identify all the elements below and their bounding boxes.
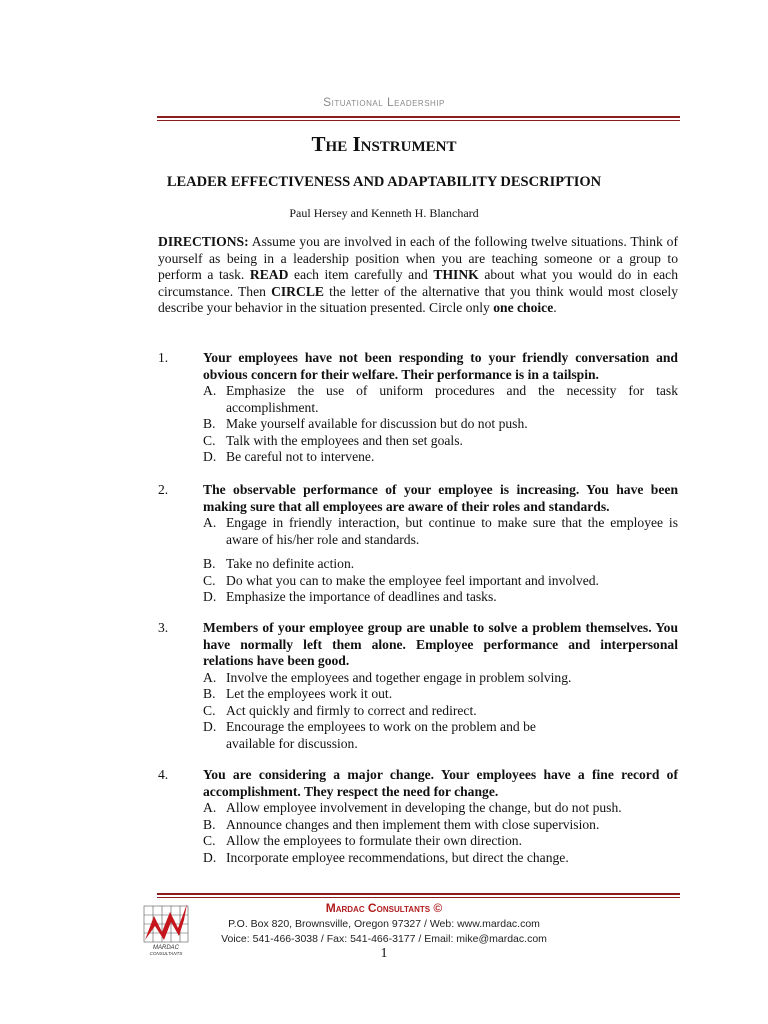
option-c[interactable]	[203, 433, 678, 450]
option-letter: B.	[203, 556, 216, 571]
option-a[interactable]	[203, 670, 678, 687]
directions-read: READ	[249, 267, 289, 282]
option-letter: D.	[203, 849, 217, 865]
question-number: 4.	[158, 767, 169, 782]
option-text: Allow employee involvement in developing the change, but do not push.	[226, 800, 622, 815]
directions-text-5: .	[553, 300, 557, 315]
option-text: Engage in friendly interaction, but continue to make sure that the employee is aware of his/her role and standards.	[226, 515, 678, 547]
option-d[interactable]	[203, 719, 678, 752]
question-3	[158, 620, 678, 752]
question-1	[158, 350, 678, 466]
question-4	[158, 767, 678, 866]
logo-wordmark-sub: CONSULTANTS	[149, 951, 183, 956]
option-text: Talk with the employees and then set goals.	[226, 432, 463, 448]
directions-text-4: the letter of the alternative that you think would most closely describe your behavior in the situation presented. Circle only	[158, 283, 678, 315]
option-text: Emphasize the importance of deadlines and tasks.	[226, 589, 497, 604]
option-letter: B.	[203, 816, 216, 832]
option-letter: A.	[203, 669, 217, 685]
option-d[interactable]	[203, 449, 678, 466]
option-a[interactable]	[203, 515, 678, 548]
option-text: Encourage the employees to work on the problem and be available for discussion.	[226, 719, 536, 751]
option-text: Be careful not to intervene.	[226, 449, 375, 464]
option-letter: C.	[203, 833, 216, 848]
logo-wordmark: MARDAC	[152, 945, 180, 951]
directions-paragraph	[158, 234, 678, 317]
header-rule	[157, 116, 680, 121]
option-d[interactable]	[203, 589, 678, 606]
directions-label: DIRECTIONS:	[158, 234, 249, 249]
option-b[interactable]	[203, 556, 678, 573]
footer-company: Mardac Consultants ©	[325, 901, 443, 915]
option-letter: A.	[203, 383, 217, 398]
option-text: Emphasize the use of uniform procedures and the necessity for task accomplishment.	[226, 383, 678, 415]
page-number: 1	[380, 946, 388, 961]
running-header: Situational Leadership	[323, 95, 445, 109]
directions-think: THINK	[433, 267, 479, 282]
authors: Paul Hersey and Kenneth H. Blanchard	[289, 206, 479, 220]
option-text: Involve the employees and together engage in problem solving.	[226, 669, 572, 685]
option-text: Make yourself available for discussion but do not push.	[226, 416, 528, 431]
page-subtitle: LEADER EFFECTIVENESS AND ADAPTABILITY DESCRIPTION	[166, 174, 602, 190]
question-stem: Members of your employee group are unable to solve a problem themselves. You have normally left them alone. Employee performance and interpersonal relations have been good.	[203, 620, 678, 668]
footer-rule	[157, 893, 680, 898]
question-stem: You are considering a major change. Your employees have a fine record of accomplishment. They respect the need for change.	[203, 767, 678, 799]
option-letter: D.	[203, 719, 217, 734]
directions-circle: CIRCLE	[271, 283, 324, 299]
option-letter: A.	[203, 800, 217, 815]
directions-one-choice: one choice	[493, 300, 554, 315]
option-b[interactable]	[203, 817, 678, 834]
option-b[interactable]	[203, 416, 678, 433]
option-text: Take no definite action.	[226, 556, 355, 571]
option-a[interactable]	[203, 383, 678, 416]
option-letter: C.	[203, 432, 216, 448]
directions-text-1: Assume you are involved in each of the following twelve situations. Think of yourself as being in a leadership position when you are teaching someone or a group to perform a task.	[158, 234, 678, 282]
option-letter: D.	[203, 589, 217, 604]
option-b[interactable]	[203, 686, 678, 703]
option-text: Act quickly and firmly to correct and redirect.	[226, 702, 477, 718]
question-number: 3.	[158, 620, 169, 635]
option-letter: B.	[203, 416, 216, 431]
option-letter: C.	[203, 702, 216, 718]
question-stem: The observable performance of your employee is increasing. You have been making sure that all employees are aware of their roles and standards.	[203, 482, 678, 514]
question-2	[158, 482, 678, 606]
footer-contact: Voice: 541-466-3038 / Fax: 541-466-3177 / Email: mike@mardac.com	[221, 933, 547, 945]
option-letter: A.	[203, 515, 217, 530]
option-letter: C.	[203, 572, 216, 588]
option-letter: B.	[203, 686, 216, 701]
page-title: The Instrument	[311, 132, 457, 156]
option-text: Do what you can to make the employee feel important and involved.	[226, 572, 599, 588]
option-c[interactable]	[203, 703, 678, 720]
option-a[interactable]	[203, 800, 678, 817]
question-number: 2.	[158, 482, 169, 497]
option-c[interactable]	[203, 573, 678, 590]
option-text: Announce changes and then implement them with close supervision.	[226, 816, 600, 832]
question-stem: Your employees have not been responding to your friendly conversation and obvious concern for their welfare. Their performance is in a tailspin.	[203, 350, 678, 382]
option-letter: D.	[203, 449, 217, 464]
directions-text-2: each item carefully and	[288, 267, 434, 282]
option-text: Let the employees work it out.	[226, 686, 393, 701]
option-text: Allow the employees to formulate their own direction.	[226, 833, 522, 848]
option-text: Incorporate employee recommendations, but direct the change.	[226, 849, 569, 865]
option-d[interactable]	[203, 850, 678, 867]
footer-address: P.O. Box 820, Brownsville, Oregon 97327 / Web: www.mardac.com	[228, 918, 540, 930]
directions-text-3: about what you would do in each circumstance. Then	[158, 267, 678, 299]
option-c[interactable]	[203, 833, 678, 850]
question-number: 1.	[158, 350, 169, 365]
